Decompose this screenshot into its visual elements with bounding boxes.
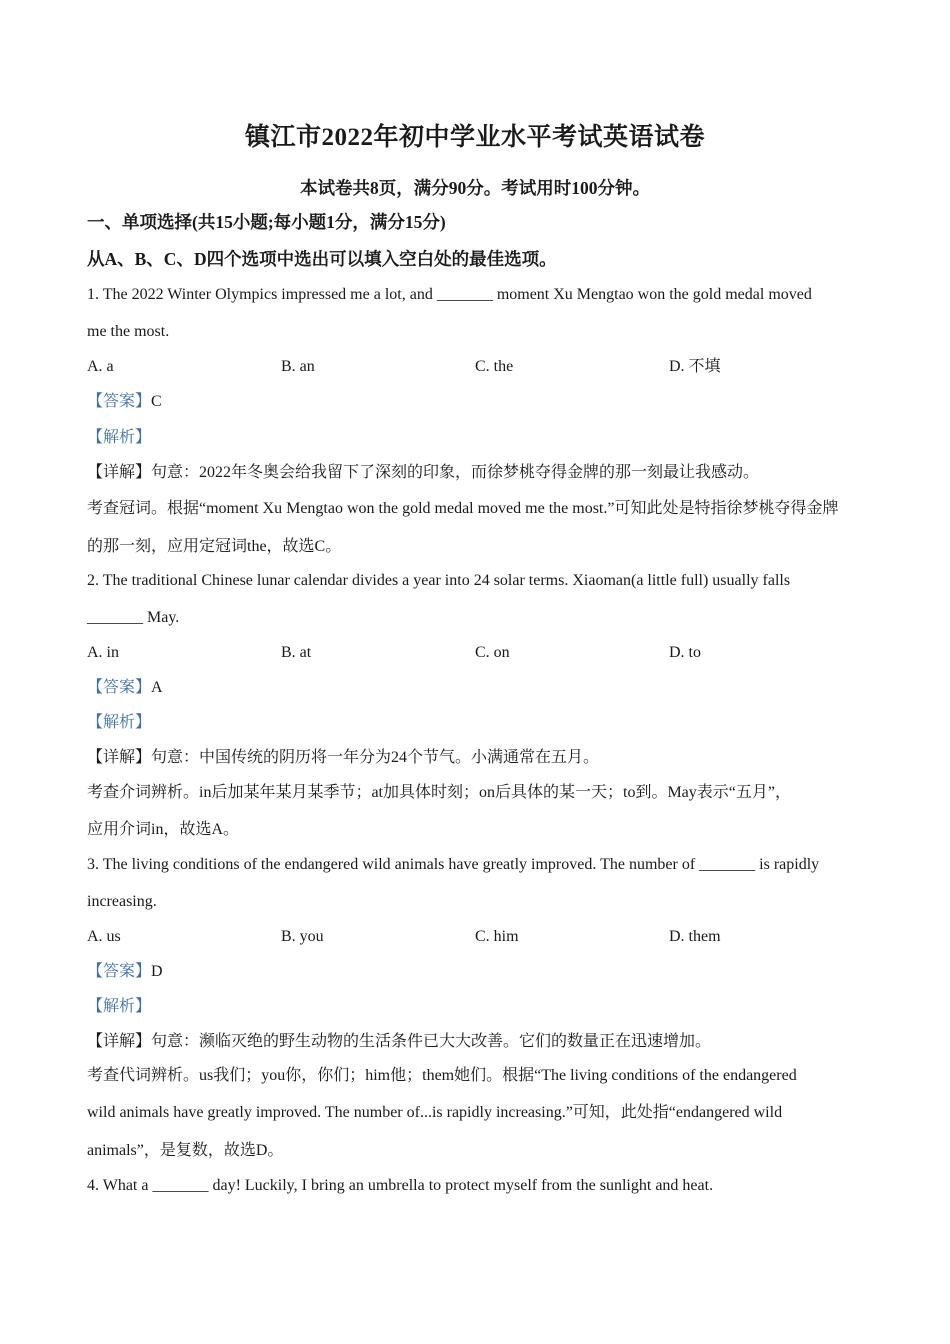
question-2-option-d: D. to xyxy=(669,644,701,661)
question-3-explain-line1: 考查代词辨析。us我们；you你，你们；him他；them她们。根据“The living conditions of the endangered xyxy=(87,1067,797,1084)
analysis-tag: 【解析】 xyxy=(87,714,152,731)
question-3-option-a: A. us xyxy=(87,928,121,945)
question-2-answer xyxy=(87,678,877,698)
answer-value: A xyxy=(151,679,163,696)
question-2-detail xyxy=(87,748,877,768)
question-1-stem-line1: 1. The 2022 Winter Olympics impressed me a lot, and _______ moment Xu Mengtao won the gold medal moved xyxy=(87,286,812,303)
question-1-option-d: D. 不填 xyxy=(669,358,721,375)
question-2-stem-line1: 2. The traditional Chinese lunar calendar divides a year into 24 solar terms. Xiaoman(a little full) usually falls xyxy=(87,572,791,589)
question-2-stem-line2: _______ May. xyxy=(87,609,180,626)
question-2-explain-line1: 考查介词辨析。in后加某年某月某季节；at加具体时刻；on后具体的某一天；to到。May表示“五月”， xyxy=(87,784,791,801)
question-3-option-d: D. them xyxy=(669,928,721,945)
answer-value: D xyxy=(151,963,163,980)
question-3-option-c: C. him xyxy=(475,928,519,945)
detail-text: 句意：中国传统的阴历将一年分为24个节气。小满通常在五月。 xyxy=(151,749,600,766)
question-1-explain-line1: 考查冠词。根据“moment Xu Mengtao won the gold medal moved me the most.”可知此处是特指徐梦桃夺得金牌 xyxy=(87,500,839,517)
answer-tag: 【答案】 xyxy=(87,679,152,696)
question-1-analysis-label xyxy=(87,428,877,448)
question-2-option-c: C. on xyxy=(475,644,510,661)
answer-tag: 【答案】 xyxy=(87,393,152,410)
question-1-stem-line2: me the most. xyxy=(87,323,170,340)
detail-text: 句意：2022年冬奥会给我留下了深刻的印象，而徐梦桃夺得金牌的那一刻最让我感动。 xyxy=(151,464,760,481)
question-3-analysis-label xyxy=(87,997,877,1017)
question-2-option-a: A. in xyxy=(87,644,119,661)
exam-subtitle: 本试卷共8页，满分90分。考试用时100分钟。 xyxy=(300,178,650,198)
question-1-detail xyxy=(87,463,877,483)
detail-text: 句意：濒临灭绝的野生动物的生活条件已大大改善。它们的数量正在迅速增加。 xyxy=(151,1033,712,1050)
question-2-explain-line2: 应用介词in，故选A。 xyxy=(87,821,240,838)
question-3-stem-line1: 3. The living conditions of the endangered wild animals have greatly improved. The number of _______ is rapidly xyxy=(87,856,820,873)
detail-tag: 【详解】 xyxy=(87,464,152,481)
analysis-tag: 【解析】 xyxy=(87,998,152,1015)
detail-tag: 【详解】 xyxy=(87,749,152,766)
question-3-detail xyxy=(87,1032,877,1052)
question-3-stem-line2: increasing. xyxy=(87,893,157,910)
detail-tag: 【详解】 xyxy=(87,1033,152,1050)
question-1-explain-line2: 的那一刻，应用定冠词the，故选C。 xyxy=(87,538,342,555)
question-3-option-b: B. you xyxy=(281,928,324,945)
exam-title: 镇江市2022年初中学业水平考试英语试卷 xyxy=(244,124,705,151)
analysis-tag: 【解析】 xyxy=(87,429,152,446)
question-3-answer xyxy=(87,962,877,982)
question-4-stem-line1: 4. What a _______ day! Luckily, I bring an umbrella to protect myself from the sunlight and heat. xyxy=(87,1177,714,1194)
question-1-answer xyxy=(87,392,877,412)
answer-tag: 【答案】 xyxy=(87,963,152,980)
question-3-explain-line3: animals”，是复数，故选D。 xyxy=(87,1142,284,1159)
question-3-explain-line2: wild animals have greatly improved. The number of...is rapidly increasing.”可知，此处指“endangered wild xyxy=(87,1104,783,1121)
question-2-option-b: B. at xyxy=(281,644,312,661)
question-1-option-c: C. the xyxy=(475,358,514,375)
question-2-analysis-label xyxy=(87,713,877,733)
question-1-option-a: A. a xyxy=(87,358,114,375)
question-1-option-b: B. an xyxy=(281,358,315,375)
section-instruction: 从A、B、C、D四个选项中选出可以填入空白处的最佳选项。 xyxy=(87,249,557,269)
section-heading: 一、单项选择(共15小题;每小题1分，满分15分) xyxy=(87,212,446,232)
answer-value: C xyxy=(151,393,162,410)
